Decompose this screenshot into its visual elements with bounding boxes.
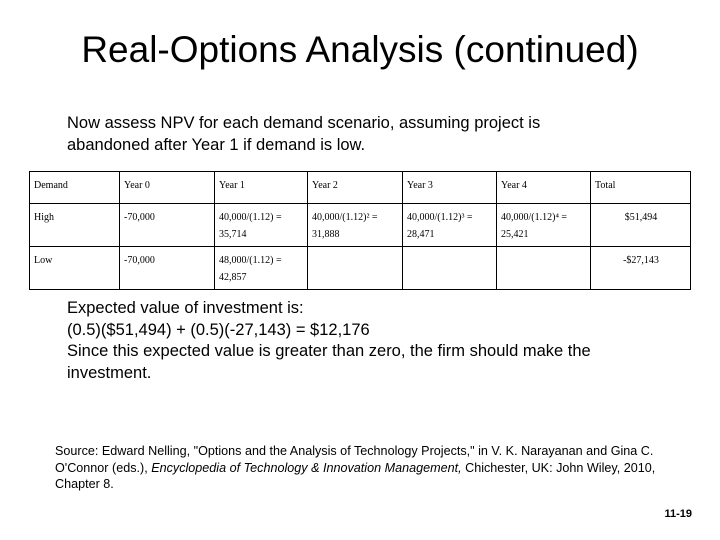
header-year-3: Year 3 bbox=[403, 172, 497, 204]
intro-text: Now assess NPV for each demand scenario, assuming project is abandoned after Year 1 if demand is low. bbox=[67, 114, 541, 154]
cell-demand: High bbox=[30, 204, 120, 247]
table-header-row bbox=[30, 172, 691, 204]
cell-year-0: -70,000 bbox=[120, 247, 215, 290]
expected-line: (0.5)($51,494) + (0.5)(-27,143) = $12,176 bbox=[67, 320, 370, 339]
source-text: Chichester, UK: John Wiley, 2010, Chapter 8. bbox=[55, 460, 656, 491]
cell-year-4 bbox=[497, 247, 591, 290]
slide-title: Real-Options Analysis (continued) bbox=[81, 29, 639, 70]
expected-line: Since this expected value is greater than zero, the firm should make the investment. bbox=[67, 342, 591, 382]
header-year-4: Year 4 bbox=[497, 172, 591, 204]
cell-year-1: 48,000/(1.12) = 42,857 bbox=[215, 247, 308, 290]
table-row bbox=[30, 204, 691, 247]
header-year-0: Year 0 bbox=[120, 172, 215, 204]
header-demand: Demand bbox=[30, 172, 120, 204]
cell-year-3: 40,000/(1.12)³ = 28,471 bbox=[403, 204, 497, 247]
cell-year-2: 40,000/(1.12)² = 31,888 bbox=[308, 204, 403, 247]
cell-total: $51,494 bbox=[591, 204, 691, 247]
cell-year-3 bbox=[403, 247, 497, 290]
header-total: Total bbox=[591, 172, 691, 204]
table-row bbox=[30, 247, 691, 290]
cell-year-2 bbox=[308, 247, 403, 290]
source-text: Source: Edward Nelling, "Options and the Analysis of Technology Projects," in V. K. Narayanan and Gina C. O'Connor (eds.), bbox=[55, 444, 654, 475]
expected-line: Expected value of investment is: bbox=[67, 299, 304, 317]
source-book-title: Encyclopedia of Technology & Innovation Management, bbox=[151, 460, 462, 475]
source-citation bbox=[55, 443, 695, 493]
cell-total: -$27,143 bbox=[591, 247, 691, 290]
header-year-2: Year 2 bbox=[308, 172, 403, 204]
expected-value-text bbox=[67, 298, 667, 384]
cell-year-4: 40,000/(1.12)⁴ = 25,421 bbox=[497, 204, 591, 247]
cell-year-1: 40,000/(1.12) = 35,714 bbox=[215, 204, 308, 247]
cell-year-0: -70,000 bbox=[120, 204, 215, 247]
page-number: 11-19 bbox=[664, 508, 692, 520]
cell-demand: Low bbox=[30, 247, 120, 290]
header-year-1: Year 1 bbox=[215, 172, 308, 204]
npv-table bbox=[29, 171, 691, 290]
